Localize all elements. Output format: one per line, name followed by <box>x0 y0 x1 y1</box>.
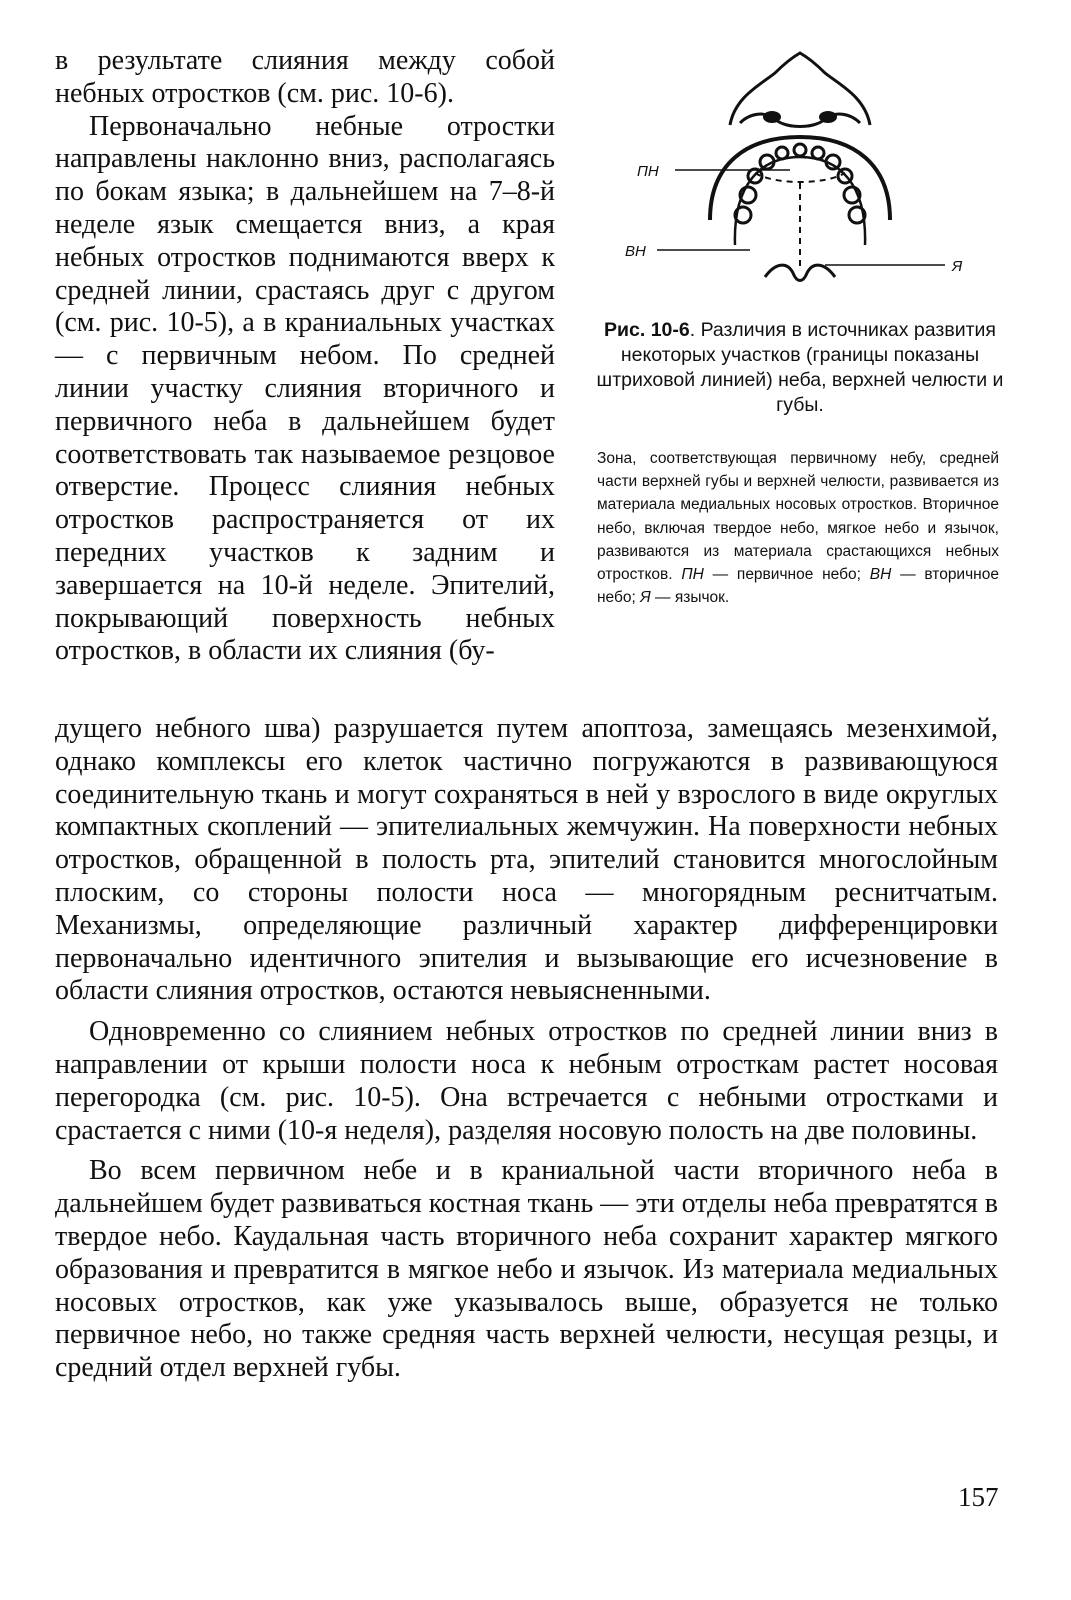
paragraph-3: Одновременно со слиянием небных отростков по средней линии вниз в направлении от крыши полости носа к небным отросткам растет носовая перегородка (см. рис. 10-5). Она встречается с небными отростками и срастается с ними (10-я неделя), разделяя носовую полость на две половины. <box>55 1016 998 1146</box>
page-number: 157 <box>958 1482 999 1512</box>
figure-caption <box>585 318 1015 418</box>
figure-number: Рис. 10-6 <box>604 319 690 341</box>
paragraph-2: Первоначально небные отростки направлены наклонно вниз, располагаясь по бокам языка; в дальнейшем на 7–8-й неделе язык смещается вниз, а края небных отростков поднимаются вверх к средней линии, срастаясь друг с другом (см. рис. 10-5), а в краниальных участках — с первичным небом. По средней линии участку слияния вторичного и первичного неба в дальнейшем будет соответствовать так называемое резцовое отверстие. Процесс слияния небных отростков распространяется от их передних участков к задним и завершается на 10-й неделе. Эпителий, покрывающий поверхность небных отростков, в области их слияния (бу- <box>55 110 555 667</box>
note-text-4: — язычок. <box>650 589 730 607</box>
paragraph-2-continued: дущего небного шва) разрушается путем апоптоза, замещаясь мезенхимой, однако комплексы его клеток частично погружаются в развивающуюся соединительную ткань и могут сохраняться в ней у взрослого в виде округлых компактных скоплений — эпителиальных жемчужин. На поверхности небных отростков, обращенной в полость рта, эпителий становится многослойным плоским, со стороны полости носа — многорядным реснитчатым. Механизмы, определяющие различный характер дифференцировки первоначально идентичного эпителия и вызывающие его исчезновение в области слияния отростков, остаются невыясненными. <box>55 713 998 1007</box>
note-text-2: — первичное небо; <box>703 566 870 584</box>
note-abbr-pn: ПН <box>681 566 704 584</box>
note-abbr-ya: Я <box>640 589 651 607</box>
figure-caption-text: . Различия в источниках развития некоторых участков (границы показаны штриховой линией) неба, верхней челюсти и губы. <box>596 319 1004 416</box>
figure-note <box>597 447 999 609</box>
label-pn: ПН <box>637 163 659 180</box>
note-text-1: Зона, соответствующая первичному небу, средней части верхней губы и верхней челюсти, развивается из материала медиальных носовых отростков. Вторичное небо, включая твердое небо, мягкое небо и язычок, развиваются из материала срастающихся небных отростков. <box>597 450 999 584</box>
full-width-text <box>55 713 998 1385</box>
left-text-column <box>55 45 555 668</box>
palate-diagram <box>615 45 985 290</box>
note-abbr-vn: ВН <box>869 566 892 584</box>
label-ya: Я <box>952 258 963 275</box>
paragraph-1: в результате слияния между собой небных отростков (см. рис. 10-6). <box>55 45 555 109</box>
label-vn: ВН <box>625 243 646 260</box>
note-text-3: — вторичное небо; <box>597 566 999 607</box>
paragraph-4: Во всем первичном небе и в краниальной части вторичного неба в дальнейшем будет развиваться костная ткань — эти отделы неба превратятся в твердое небо. Каудальная часть вторичного неба сохранит характер мягкого образования и превратится в мягкое небо и язычок. Из материала медиальных носовых отростков, как уже указывалось выше, образуется не только первичное небо, но также средняя часть верхней челюсти, несущая резцы, и средний отдел верхней губы. <box>55 1155 998 1384</box>
